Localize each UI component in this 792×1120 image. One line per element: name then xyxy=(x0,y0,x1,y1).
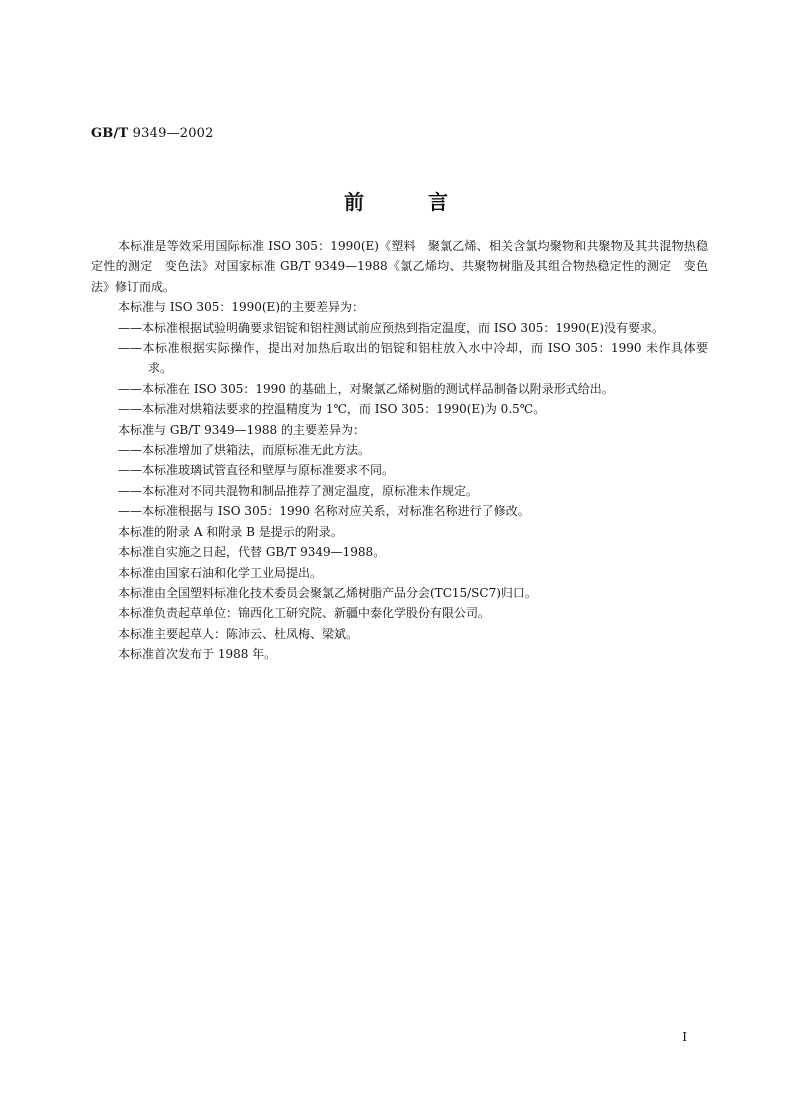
standard-code: GB/T xyxy=(91,126,129,141)
list-item-gb-diff: ——本标准对不同共混物和制品推荐了测定温度，原标准未作规定。 xyxy=(118,483,479,498)
paragraph-drafters: 本标准主要起草人：陈沛云、杜凤梅、梁斌。 xyxy=(118,626,359,641)
paragraph-replaces: 本标准自实施之日起，代替 GB/T 9349—1988。 xyxy=(118,545,386,560)
page-title: 前言 xyxy=(344,190,512,214)
paragraph-appendix: 本标准的附录 A 和附录 B 是提示的附录。 xyxy=(118,524,343,539)
list-item-gb-diff: ——本标准根据与 ISO 305：1990 名称对应关系，对标准名称进行了修改。 xyxy=(118,504,530,519)
paragraph-gb-diff-heading: 本标准与 GB/T 9349—1988 的主要差异为： xyxy=(118,422,365,437)
paragraph-first-issued: 本标准首次发布于 1988 年。 xyxy=(118,647,277,662)
list-item-gb-diff: ——本标准玻璃试管直径和壁厚与原标准要求不同。 xyxy=(118,463,395,478)
standard-number: 9349—2002 xyxy=(132,126,214,141)
standard-header xyxy=(91,126,214,141)
list-item-iso-diff: ——本标准对烘箱法要求的控温精度为 1℃，而 ISO 305：1990(E)为 0.5℃。 xyxy=(118,402,546,417)
list-item-iso-diff: ——本标准在 ISO 305：1990 的基础上，对聚氯乙烯树脂的测试样品制备以附录形式给出。 xyxy=(118,381,614,396)
paragraph-proposed-by: 本标准由国家石油和化学工业局提出。 xyxy=(118,565,323,580)
list-item-gb-diff: ——本标准增加了烘箱法，而原标准无此方法。 xyxy=(118,443,371,458)
list-item-iso-diff: ——本标准根据实际操作，提出对加热后取出的铝锭和铝柱放入水中冷却，而 ISO 305：1990 未作具体要求。 xyxy=(118,341,708,376)
list-item-iso-diff: ——本标准根据试验明确要求铝锭和铝柱测试前应预热到指定温度，而 ISO 305：1990(E)没有要求。 xyxy=(118,320,664,335)
paragraph-intro: 本标准是等效采用国际标准 ISO 305：1990(E)《塑料 聚氯乙烯、相关含氯均聚物和共聚物及其共混物热稳定性的测定 变色法》对国家标准 GB/T 9349—1988《氯乙烯均、共聚物树脂及其组合物热稳定性的测定 变色法》修订而成。 xyxy=(91,239,708,294)
paragraph-iso-diff-heading: 本标准与 ISO 305：1990(E)的主要差异为： xyxy=(118,300,364,315)
paragraph-centralized-by: 本标准由全国塑料标准化技术委员会聚氯乙烯树脂产品分会(TC15/SC7)归口。 xyxy=(118,585,537,600)
page-number: I xyxy=(682,1030,687,1044)
foreword-body xyxy=(91,236,708,665)
paragraph-drafting-units: 本标准负责起草单位：锦西化工研究院、新疆中泰化学股份有限公司。 xyxy=(118,606,491,621)
